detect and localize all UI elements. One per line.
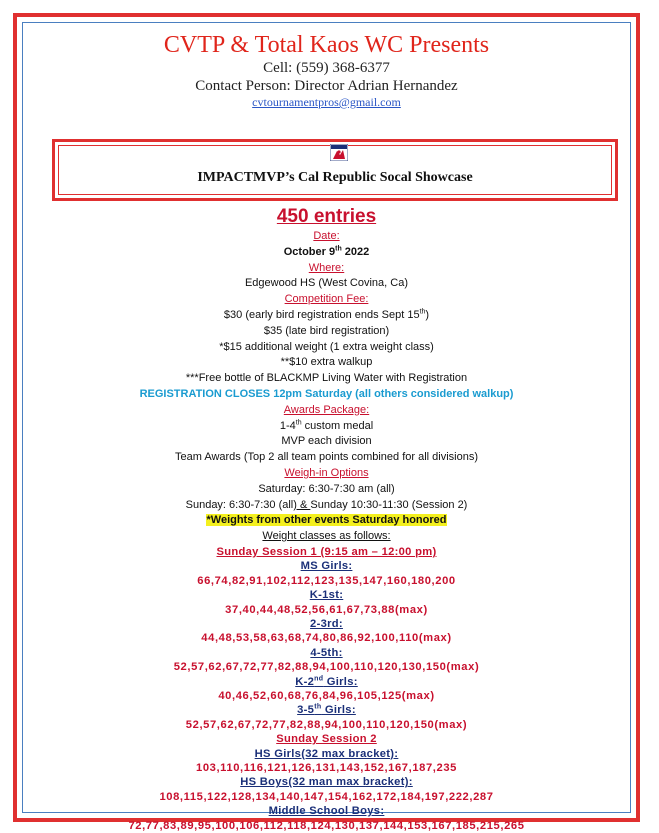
weighin-note-line [17,513,636,529]
award-mvp: MVP each division [281,435,372,448]
fee-early-text: $30 (early bird registration ends Sept 15 [223,308,420,321]
weighin-label: Weigh-in Options [284,466,369,479]
grade-2-3-weights: 44,48,53,58,63,68,74,80,86,92,100,110(max) [201,632,452,645]
hs-girls-label: HS Girls(32 max bracket): [254,747,399,760]
contact-email-link[interactable]: cvtournamentpros@gmail.com [252,95,401,109]
weight-classes-heading: Weight classes as follows: [262,530,391,543]
hs-boys-weights: 108,115,122,128,134,140,147,154,162,172,184,197,222,287 [159,790,494,803]
grade-3-5-girls-label-b: Girls: [321,704,356,717]
hs-girls-weights: 103,110,116,121,126,131,143,152,167,187,235 [196,762,457,775]
fee-water: ***Free bottle of BLACKMP Living Water with Registration [185,372,468,385]
fee-early [17,308,636,324]
poster-outer-frame [13,13,640,832]
award-medal [17,419,636,435]
weighin-sunday-a: Sunday: 6:30-7:30 (all [185,498,294,511]
event-title: IMPACTMVP’s Cal Republic Socal Showcase [197,170,473,185]
ms-boys-weights: 72,77,83,89,95,100,106,112,118,124,130,137,144,153,167,185,215,265 [128,819,525,832]
grade-2-3-label: 2-3rd: [310,617,343,630]
hs-boys-label: HS Boys(32 man max bracket): [240,776,413,789]
where-label: Where: [308,261,345,274]
where-value: Edgewood HS (West Covina, Ca) [244,277,409,290]
fee-label: Competition Fee: [284,293,369,306]
k2-girls-label-a: K-2 [295,675,315,688]
date-year: 2022 [341,245,370,258]
entries-count: 450 entries [276,206,377,227]
event-title-box [52,139,618,201]
weighin-note: *Weights from other events Saturday honored [206,514,447,527]
session-2-heading: Sunday Session 2 [276,733,377,746]
fee-walkup: **$10 extra walkup [280,356,373,369]
weighin-sunday-b: ) & [293,498,311,511]
k2-girls-weights: 40,46,52,60,68,76,84,96,105,125(max) [218,690,435,702]
ms-boys-label: Middle School Boys: [268,805,385,818]
cell-phone: Cell: (559) 368-6377 [263,60,390,76]
grade-4-5-label: 4-5th: [310,646,343,659]
grade-3-5-girls-label-sup: th [314,703,322,711]
date-main: October 9 [283,245,336,258]
session-1-heading: Sunday Session 1 (9:15 am – 12:00 pm) [216,545,437,558]
date-sup: th [335,245,342,253]
fee-late: $35 (late bird registration) [263,324,390,337]
award-team: Team Awards (Top 2 all team points combined for all divisions) [174,451,479,464]
weighin-saturday: Saturday: 6:30-7:30 am (all) [258,482,395,495]
fee-early-sup: th [419,308,426,316]
k2-girls-label-sup: nd [314,674,324,682]
grade-3-5-girls-weights: 52,57,62,67,72,77,82,88,94,100,110,120,150(max) [185,718,468,731]
date-value [17,245,636,261]
award-medal-sup: th [295,418,302,426]
award-medal-rest: custom medal [301,419,374,432]
registration-closes: REGISTRATION CLOSES 12pm Saturday (all others considered walkup) [139,387,514,400]
k1-weights: 37,40,44,48,52,56,61,67,73,88(max) [225,603,428,616]
awards-label: Awards Package: [283,403,370,416]
weighin-sunday [17,498,636,514]
date-label: Date: [313,230,340,242]
grade-3-5-girls-label [17,703,636,717]
weighin-sunday-c: Sunday 10:30-11:30 (Session 2) [310,498,468,511]
grade-4-5-weights: 52,57,62,67,72,77,82,88,94,100,110,120,130,150(max) [173,661,480,674]
ms-girls-weights: 66,74,82,91,102,112,123,135,147,160,180,200 [197,574,456,587]
award-medal-text: 1-4 [279,419,296,432]
fee-extra-weight: *$15 additional weight (1 extra weight class) [219,340,434,353]
fee-early-close: ) [425,308,430,321]
event-info [17,205,636,833]
k1-label: K-1st: [309,589,344,602]
k2-girls-label [17,675,636,689]
usa-wrestling-logo-icon [330,144,348,161]
presenter-title: CVTP & Total Kaos WC Presents [163,32,490,58]
ms-girls-label: MS Girls: [300,560,353,573]
grade-3-5-girls-label-a: 3-5 [297,704,315,717]
k2-girls-label-b: Girls: [323,675,358,688]
contact-person: Contact Person: Director Adrian Hernandez [195,78,458,94]
poster-header [17,31,636,110]
